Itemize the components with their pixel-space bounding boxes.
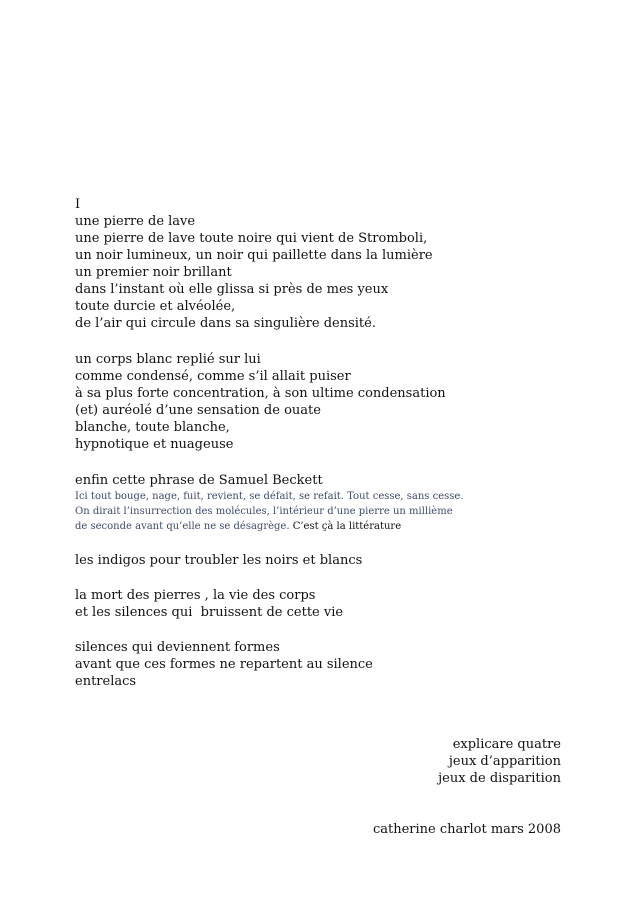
poem-line: comme condensé, comme s’il allait puiser [75, 369, 351, 384]
poem-line: de l’air qui circule dans sa singulière densité. [75, 316, 376, 331]
stanza-1 [75, 196, 433, 332]
author-signature: catherine charlot mars 2008 [372, 822, 561, 837]
stanza-3 [75, 472, 464, 534]
beckett-quote-line: Ici tout bouge, nage, fuit, revient, se défait, se refait. Tout cesse, sans cesse. [75, 491, 464, 502]
stanza-5 [75, 587, 343, 621]
poem-line: à sa plus forte concentration, à son ultime condensation [75, 386, 446, 401]
poem-line: dans l’instant où elle glissa si près de mes yeux [75, 282, 389, 297]
closing-line: explicare quatre [452, 737, 561, 752]
poem-line: un premier noir brillant [75, 265, 232, 280]
poem-line: une pierre de lave [75, 214, 196, 229]
poem-line: avant que ces formes ne repartent au silence [75, 657, 373, 672]
stanza-6 [75, 639, 373, 690]
quote-intro-line: enfin cette phrase de Samuel Beckett [75, 473, 323, 488]
poem-line: blanche, toute blanche, [75, 420, 230, 435]
stanza-4 [75, 552, 362, 569]
closing-lines [438, 736, 561, 787]
signature-block [373, 821, 561, 838]
poem-line: toute durcie et alvéolée, [75, 299, 236, 314]
poem-line: hypnotique et nuageuse [75, 437, 234, 452]
poem-line: les indigos pour troubler les noirs et blancs [75, 553, 363, 568]
closing-line: jeux d’apparition [448, 754, 561, 769]
beckett-quote-line: On dirait l’insurrection des molécules, l’intérieur d’une pierre un millième [75, 506, 453, 517]
poem-line: et les silences qui bruissent de cette vie [75, 605, 344, 620]
poem-line: une pierre de lave toute noire qui vient de Stromboli, [75, 231, 428, 246]
beckett-quote-last-line [75, 519, 464, 534]
poem-line: un corps blanc replié sur lui [75, 352, 261, 367]
poem-line: silences qui deviennent formes [75, 640, 280, 655]
poem-line: la mort des pierres , la vie des corps [75, 588, 316, 603]
stanza-2 [75, 351, 446, 453]
closing-line: jeux de disparition [438, 771, 561, 786]
poem-line: un noir lumineux, un noir qui paillette dans la lumière [75, 248, 433, 263]
poem-line: (et) auréolé d’une sensation de ouate [75, 403, 321, 418]
poem-line: entrelacs [75, 674, 137, 689]
section-numeral: I [75, 197, 81, 212]
beckett-quote-line: de seconde avant qu’elle ne se désagrège. [75, 521, 290, 532]
quote-aside: C’est çà la littérature [292, 521, 402, 532]
